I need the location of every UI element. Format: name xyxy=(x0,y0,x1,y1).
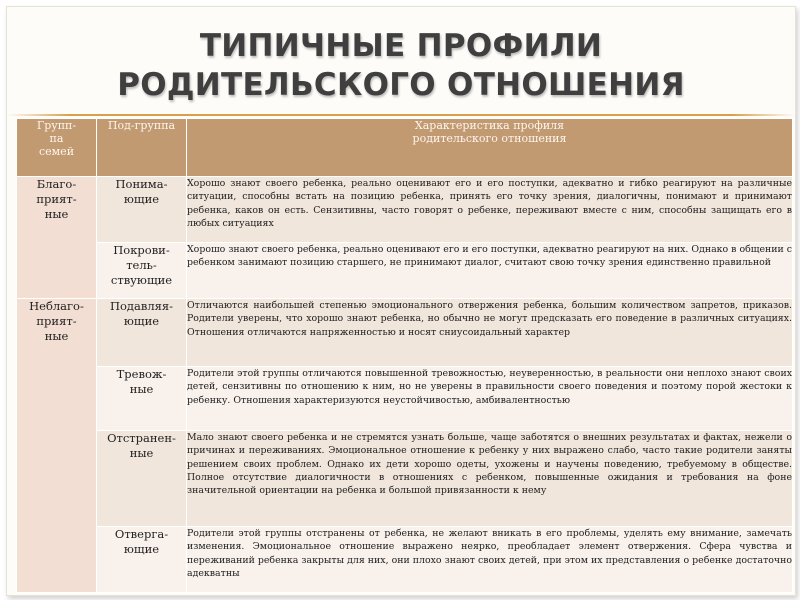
title-line-1: ТИПИЧНЫЕ ПРОФИЛИ xyxy=(199,28,603,64)
header-group: Групп- па семей xyxy=(17,119,97,177)
table-row xyxy=(17,177,793,243)
description-understanding: Хорошо знают своего ребенка, реально оценивают его и его поступки, адекватно и гибко реагируют на различные ситуации, способны встать на позицию ребенка, принять его точку зрения, диалогичны, понимают и принимают ребенка, каков он есть. Сензитивны, часто говорят о ребенке, переживают вместе с ним, способны защищать его в любых ситуациях xyxy=(187,177,793,243)
slide xyxy=(6,6,796,596)
description-suppressing: Отличаются наибольшей степенью эмоционального отвержения ребенка, большим количеством запретов, приказов. Родители уверены, что хорошо знают ребенка, но обычно не могут предсказать его поведение в различных ситуациях. Отношения отличаются напряженностью и носят сниусоидальный характер xyxy=(187,299,793,367)
table-row xyxy=(17,243,793,299)
subgroup-detached: Отстранен- ные xyxy=(97,431,187,527)
header-description: Характеристика профиля родительского отношения xyxy=(187,119,793,177)
table-row xyxy=(17,431,793,527)
group-favorable: Благо- прият- ные xyxy=(17,177,97,299)
title-line-2: РОДИТЕЛЬСКОГО ОТНОШЕНИЯ xyxy=(117,67,685,103)
profiles-table xyxy=(16,118,793,593)
subgroup-suppressing: Подавляя- ющие xyxy=(97,299,187,367)
table-row xyxy=(17,367,793,431)
group-unfavorable: Неблаго- прият- ные xyxy=(17,299,97,593)
description-patronizing: Хорошо знают своего ребенка, реально оценивают его и его поступки, адекватно реагируют на них. Однако в общении с ребенком занимают позицию старшего, не принимают диалог, считают свою точку зрения единственно правильной xyxy=(187,243,793,299)
subgroup-patronizing: Покрови- тель- ствующие xyxy=(97,243,187,299)
header-subgroup: Под-группа xyxy=(97,119,187,177)
header-row xyxy=(17,119,793,177)
description-rejecting: Родители этой группы отстранены от ребенка, не желают вникать в его проблемы, уделять ему внимание, замечать изменения. Эмоциональное отношение выражено неярко, преобладает элемент отвержения. Сфера чувства и переживаний ребенка закрыты для них, они плохо знают своих детей, при этом их представления о ребенке достаточно адекватны xyxy=(187,527,793,593)
subgroup-rejecting: Отверга- ющие xyxy=(97,527,187,593)
table-row xyxy=(17,527,793,593)
table-row xyxy=(17,299,793,367)
description-detached: Мало знают своего ребенка и не стремятся узнать больше, чаще заботятся о внешних результатах и фактах, нежели о причинах и переживаниях. Эмоциональное отношение к ребенку у них выражено слабо, часто такие родители заняты решением своих проблем. Однако их дети хорошо одеты, ухожены и научены поведению, требуемому в обществе. Полное отсутствие диалогичности в отношениях с ребенком, повышенные ожидания и требования на фоне значительной ориентации на ребенка и большой привязанности к нему xyxy=(187,431,793,527)
subgroup-understanding: Понима- ющие xyxy=(97,177,187,243)
description-anxious: Родители этой группы отличаются повышенной тревожностью, неуверенностью, в реальности они неплохо знают своих детей, сензитивны по отношению к ним, но не уверены в правильности своего поведения и поэтому порой жестоки к ребенку. Отношения характеризуются неустойчивостью, амбивалентностью xyxy=(187,367,793,431)
title-divider xyxy=(7,114,795,116)
slide-title xyxy=(7,27,795,105)
subgroup-anxious: Тревож- ные xyxy=(97,367,187,431)
